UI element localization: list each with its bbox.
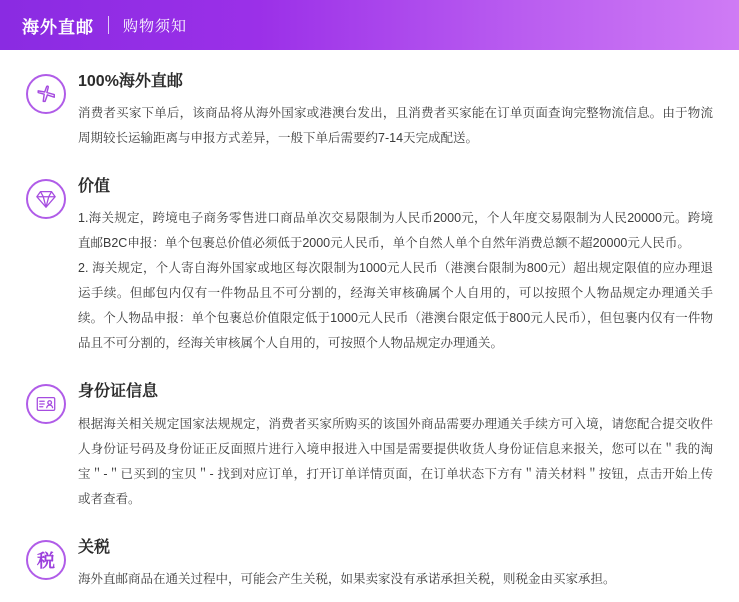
section-paragraph-1: 1.海关规定，跨境电子商务零售进口商品单次交易限制为人民币2000元，个人年度交易限制为人民20000元。跨境直邮B2C申报：单个包裹总价值必须低于2000元人民币，单个自然人单个自然年消费总额不超20000元人民币。	[78, 211, 713, 251]
icon-container	[26, 177, 78, 219]
section-paragraph: 海外直邮商品在通关过程中，可能会产生关税，如果卖家没有承诺承担关税，则税金由买家承担。	[78, 571, 616, 586]
diamond-icon	[26, 179, 66, 219]
icon-container	[26, 382, 78, 424]
content-area	[0, 50, 739, 592]
section-body	[78, 382, 713, 511]
section-tariff	[26, 538, 713, 592]
section-paragraph: 消费者买家下单后，该商品将从海外国家或港澳台发出，且消费者买家能在订单页面查询完整物流信息。由于物流周期较长运输距离与申报方式差异，一般下单后需要约7-14天完成配送。	[78, 106, 713, 146]
section-body	[78, 177, 713, 356]
section-id-card-info	[26, 382, 713, 511]
section-title: 价值	[78, 178, 111, 196]
header-divider	[108, 16, 109, 34]
section-paragraph-2: 2. 海关规定，个人寄自海外国家或地区每次限制为1000元人民币（港澳台限制为800元）超出规定限值的应办理退运手续。但邮包内仅有一件物品且不可分割的，经海关审核确属个人自用的，可以按照个人物品规定办理通关手续。个人物品申报：单个包裹总价值限定低于1000元人民币（港澳台限定低于800元人民币），但包裹内仅有一件物品且不可分割的，经海关审核属个人自用的，可按照个人物品规定办理通关。	[78, 261, 713, 351]
section-title: 关税	[78, 538, 111, 556]
page-header	[0, 0, 739, 50]
airplane-icon	[26, 74, 66, 114]
section-title: 100%海外直邮	[78, 73, 183, 90]
section-value	[26, 177, 713, 356]
header-title: 海外直邮	[22, 17, 94, 37]
id-card-icon	[26, 384, 66, 424]
section-body	[78, 72, 713, 151]
section-title: 身份证信息	[78, 383, 159, 401]
header-subtitle: 购物须知	[123, 17, 188, 35]
section-overseas-direct-mail	[26, 72, 713, 151]
section-body	[78, 538, 713, 592]
icon-container	[26, 72, 78, 114]
section-paragraph: 根据海关相关规定国家法规规定，消费者买家所购买的该国外商品需要办理通关手续方可入境，请您配合提交收件人身份证号码及身份证正反面照片进行入境申报进入中国是需要提供收货人身份证信息来报关，您可以在＂我的淘宝＂-＂已买到的宝贝＂- 找到对应订单，打开订单详情页面，在订单状态下方有＂清关材料＂按钮，点击开始上传或者查看。	[78, 416, 713, 506]
icon-container	[26, 538, 78, 580]
tax-icon: 税	[26, 540, 66, 580]
